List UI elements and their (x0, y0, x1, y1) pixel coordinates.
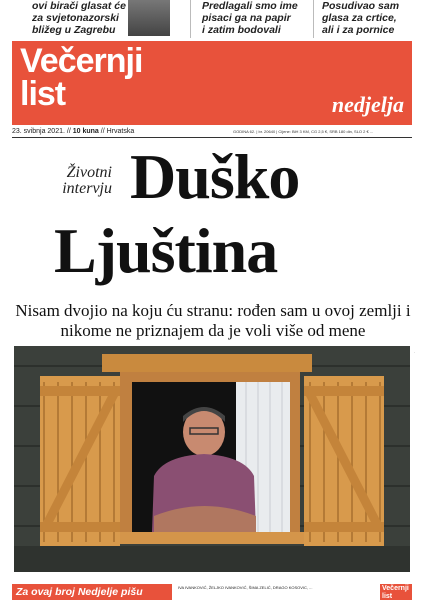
teaser-line: bližeg u Zagrebu (32, 24, 116, 36)
country: Hrvatska (106, 128, 135, 135)
teaser-line: Predlagali smo ime (202, 0, 298, 12)
footer-logo (380, 584, 412, 600)
kicker-line: intervju (62, 180, 112, 197)
cover-photo[interactable] (14, 346, 410, 572)
international-prices: GODINA 62. | br. 20640 | Cijene: BiH 3 KM, CG 2,5 €, SRB 180 din, SLO 2 € ... (233, 129, 374, 134)
footer-contributors: IVA IVANKOVIĆ, ŽELJKO IVANKOVIĆ, ŠIMA ZELIĆ, DRAGO KOSOVIC, ... (178, 585, 313, 590)
divider (12, 137, 412, 138)
teaser-line: i zatim bodovali (202, 24, 281, 36)
teaser-line: ovi birači glasat će (32, 0, 126, 12)
footer-logo-line: Večernji (382, 585, 409, 592)
teaser-line: pisaci ga na papir (202, 12, 291, 24)
headline-quote: Nisam dvojio na koju ću stranu: rođen sam u ovoj zemlji i nikome ne priznajem da je voli više od mene (15, 301, 411, 340)
divider (313, 0, 314, 38)
issue-price: 10 kuna (72, 128, 99, 135)
teaser-3[interactable] (322, 0, 399, 36)
footer-promo[interactable]: Za ovaj broj Nedjelje pišu (12, 584, 172, 600)
dateline (12, 128, 134, 135)
teaser-line: ali i za pornice (322, 24, 395, 36)
logo-line-2: list (20, 75, 66, 113)
edition-name: nedjelja (331, 92, 404, 117)
photo-credit: · (412, 352, 417, 354)
teaser-1[interactable] (32, 0, 126, 36)
issue-date: 23. svibnja 2021. (12, 128, 65, 135)
teaser-2[interactable] (202, 0, 298, 36)
separator: // (100, 128, 105, 135)
footer-logo-line: list (382, 593, 393, 600)
kicker-line: Životni (66, 164, 112, 181)
masthead[interactable] (12, 41, 412, 125)
teaser-portrait (128, 0, 170, 36)
headline-line-1[interactable]: Duško (130, 141, 300, 212)
window-photo-illustration (14, 346, 410, 572)
masthead-logo (20, 42, 143, 113)
headline-line-2[interactable]: Ljuština (54, 215, 278, 286)
headline-kicker (38, 165, 112, 197)
separator: // (66, 128, 71, 135)
logo-line-1: Večernji (20, 42, 143, 80)
teaser-line: glasa za crtice, (322, 12, 397, 24)
teaser-line: Posudivao sam (322, 0, 400, 12)
teaser-line: za svjetonazorski (32, 12, 119, 24)
divider (190, 0, 191, 38)
